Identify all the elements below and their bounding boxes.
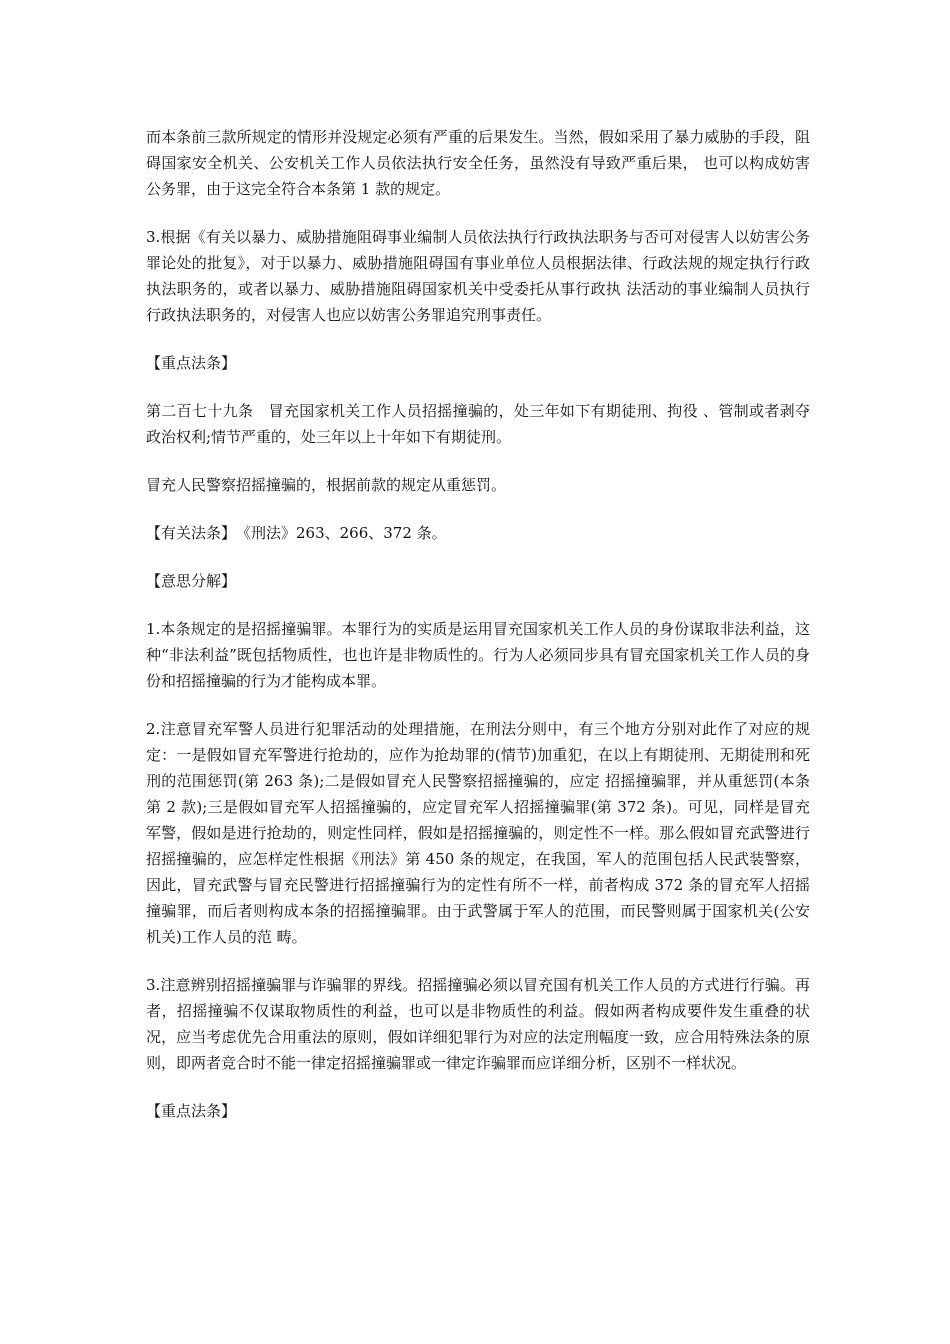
paragraph-consequence-note: 而本条前三款所规定的情形并没规定必须有严重的后果发生。当然，假如采用了暴力威胁的手段，阻碍国家安全机关、公安机关工作人员依法执行安全任务，虽然没有导致严重后果， 也可以构成妨害公务罪，由于这完全符合本条第 1 款的规定。 — [146, 128, 810, 198]
document-page — [146, 124, 810, 1146]
section-heading-related-articles: 【有关法条】 《刑法》263、266、372 条。 — [146, 524, 447, 542]
section-heading-interpretation: 【意思分解】 — [146, 572, 237, 590]
paragraph-interpretation-1: 1.本条规定的是招摇撞骗罪。本罪行为的实质是运用冒充国家机关工作人员的身份谋取非法利益，这种“非法利益”既包括物质性，也也许是非物质性的。行为人必须同步具有冒充国家机关工作人员的身份和招摇撞骗的行为才能构成本罪。 — [146, 620, 810, 690]
section-heading-key-article-2: 【重点法条】 — [146, 1102, 237, 1120]
paragraph-interpretation-3: 3.注意辨别招摇撞骗罪与诈骗罪的界线。招摇撞骗必须以冒充国有机关工作人员的方式进行行骗。再者，招摇撞骗不仅谋取物质性的利益，也可以是非物质性的利益。假如两者构成要件发生重叠的状况，应当考虑优先合用重法的原则，假如详细犯罪行为对应的法定刑幅度一致，应合用特殊法条的原则，即两者竞合时不能一律定招摇撞骗罪或一律定诈骗罪而应详细分析，区别不一样状况。 — [146, 976, 810, 1072]
paragraph-article-279: 第二百七十九条 冒充国家机关工作人员招摇撞骗的，处三年如下有期徒刑、拘役 、管制或者剥夺政治权利;情节严重的，处三年以上十年如下有期徒刑。 — [146, 402, 810, 446]
section-heading-key-article: 【重点法条】 — [146, 354, 237, 372]
paragraph-police-impersonation: 冒充人民警察招摇撞骗的，根据前款的规定从重惩罚。 — [146, 476, 507, 494]
paragraph-interpretation-2: 2.注意冒充军警人员进行犯罪活动的处理措施，在刑法分则中，有三个地方分别对此作了对应的规定：一是假如冒充军警进行抢劫的，应作为抢劫罪的(情节)加重犯，在以上有期徒刑、无期徒刑和死刑的范围惩罚(第 263 条);二是假如冒充人民警察招摇撞骗的，应定 招摇撞骗罪，并从重惩罚(本条第 2 款);三是假如冒充军人招摇撞骗的，应定冒充军人招摇撞骗罪(第 372 条)。可见，同样是冒充军警，假如是进行抢劫的，则定性同样，假如是招摇撞骗的，则定性不一样。那么假如冒充武警进行招摇撞骗的，应怎样定性根据《刑法》第 450 条的规定，在我国，军人的范围包括人民武装警察，因此，冒充武警与冒充民警进行招摇撞骗行为的定性有所不一样，前者构成 372 条的冒充军人招摇撞骗罪，而后者则构成本条的招摇撞骗罪。由于武警属于军人的范围，而民警则属于国家机关(公安机关)工作人员的范 畴。 — [146, 720, 810, 946]
paragraph-reply-3: 3.根据《有关以暴力、威胁措施阻碍事业编制人员依法执行行政执法职务与否可对侵害人以妨害公务罪论处的批复》，对于以暴力、威胁措施阻碍国有事业单位人员根据法律、行政法规的规定执行行政执法职务的，或者以暴力、威胁措施阻碍国家机关中受委托从事行政执 法活动的事业编制人员执行行政执法职务的，对侵害人也应以妨害公务罪追究刑事责任。 — [146, 228, 810, 324]
